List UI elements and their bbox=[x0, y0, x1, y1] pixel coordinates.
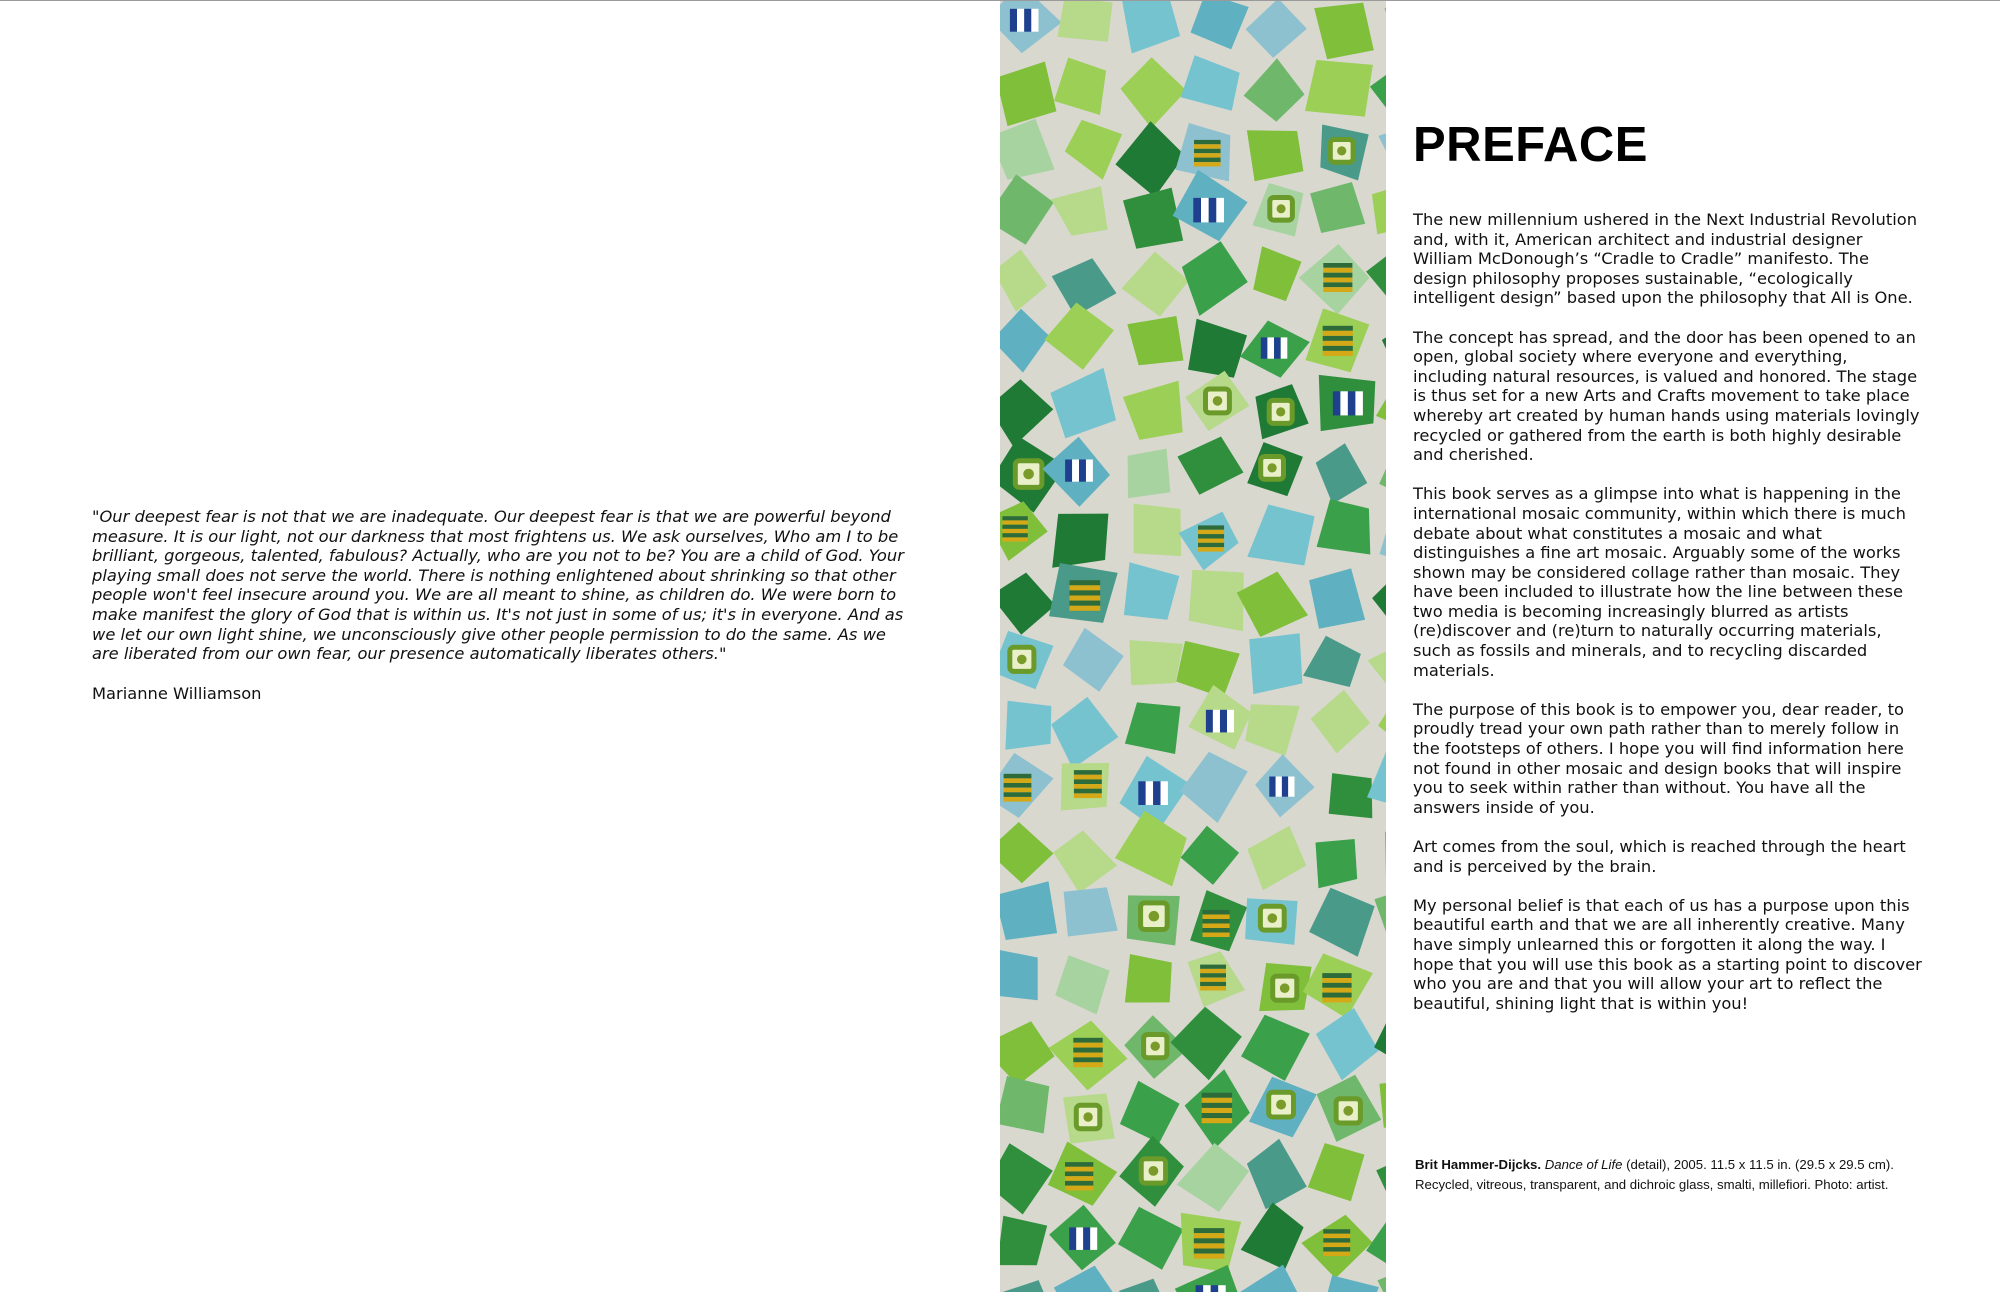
striped-tile-band bbox=[1213, 710, 1220, 733]
millefiori-center bbox=[1149, 1166, 1159, 1176]
dichroic-tile-band bbox=[1200, 978, 1226, 982]
mosaic-tile bbox=[1125, 954, 1172, 1002]
dichroic-tile-band bbox=[1202, 1113, 1232, 1118]
dichroic-tile-band bbox=[1323, 1234, 1350, 1239]
dichroic-tile-band bbox=[1323, 273, 1352, 278]
striped-tile-band bbox=[1196, 1285, 1204, 1292]
dichroic-tile-band bbox=[1200, 982, 1226, 986]
dichroic-tile-band bbox=[1323, 351, 1353, 356]
mosaic-tile bbox=[1000, 1076, 1049, 1134]
dichroic-tile-band bbox=[1203, 919, 1230, 924]
striped-tile-band bbox=[1086, 460, 1093, 482]
dichroic-tile-band bbox=[1002, 516, 1027, 520]
millefiori-center bbox=[1277, 204, 1286, 213]
dichroic-tile-band bbox=[1323, 287, 1352, 292]
mosaic-tile bbox=[1058, 1, 1113, 42]
striped-tile-band bbox=[1340, 391, 1348, 415]
dichroic-tile-band bbox=[1070, 580, 1101, 585]
preface-body bbox=[1413, 210, 1923, 1033]
dichroic-tile-band bbox=[1200, 969, 1226, 973]
preface-paragraph-3: This book serves as a glimpse into what is happening in the international mosaic community, within which there is much debate about what constitutes a mosaic and what distinguishes a fine art mosaic. Arguably some of the works shown may be considered collage rather than mosaic. They have been included to illustrate how the line between these two media is becoming increasingly blurred as artists (re)discover and (re)turn to naturally occurring materials, such as fossils and minerals, and to recycling discarded materials. bbox=[1413, 484, 1906, 680]
striped-tile-band bbox=[1348, 391, 1356, 415]
dichroic-tile-band bbox=[1004, 792, 1032, 797]
dichroic-tile-band bbox=[1074, 775, 1102, 780]
image-caption bbox=[1415, 1155, 1915, 1194]
striped-tile-band bbox=[1069, 1227, 1076, 1250]
dichroic-tile-band bbox=[1194, 1243, 1225, 1248]
dichroic-tile-band bbox=[1200, 986, 1226, 990]
striped-tile-band bbox=[1017, 9, 1024, 32]
dichroic-tile-band bbox=[1323, 346, 1353, 351]
striped-tile-band bbox=[1161, 781, 1168, 805]
dichroic-tile-band bbox=[1323, 282, 1352, 287]
dichroic-tile-band bbox=[1004, 778, 1032, 783]
caption-artist: Brit Hammer-Dijcks. bbox=[1415, 1157, 1542, 1172]
dichroic-tile-band bbox=[1074, 779, 1102, 784]
striped-tile-band bbox=[1276, 777, 1282, 797]
preface-paragraph-6: My personal belief is that each of us has a purpose upon this beautiful earth and that we are all inherently creative. Many have simply unlearned this or forgotten it along the way. I hope that you will use this book as a starting point to discover who you are and that you will allow your art to reflect the beautiful, shining light that is within you! bbox=[1413, 895, 1922, 1013]
dichroic-tile-band bbox=[1004, 774, 1032, 779]
striped-tile-band bbox=[1282, 777, 1288, 797]
left-page bbox=[0, 1, 1000, 1292]
dichroic-tile-band bbox=[1323, 1243, 1350, 1248]
millefiori-center bbox=[1151, 1042, 1160, 1051]
millefiori-center bbox=[1280, 983, 1290, 993]
striped-tile-band bbox=[1076, 1227, 1083, 1250]
dichroic-tile-band bbox=[1322, 988, 1351, 993]
dichroic-tile-band bbox=[1065, 1162, 1093, 1167]
dichroic-tile-band bbox=[1200, 973, 1226, 977]
epigraph-quote: "Our deepest fear is not that we are inadequate. Our deepest fear is that we are powerful beyond measure. It is our light, not our darkness that most frightens us. We ask ourselves, Who am I to be brilliant, gorgeous, talented, fabulous? Actually, who are you not to be? You are a child of God. Your playing small does not serve the world. There is nothing enlightened about shrinking so that other people won't feel insecure around you. We are all meant to shine, as children do. We were born to make manifest the glory of God that is within us. It's not just in some of us; it's in everyone. And as we let our own light shine, we unconsciously give other people permission to do the same. As we are liberated from our own fear, our presence automatically liberates others." bbox=[92, 507, 904, 664]
dichroic-tile-band bbox=[1002, 537, 1027, 541]
dichroic-tile-band bbox=[1322, 973, 1351, 978]
striped-tile-band bbox=[1218, 1285, 1226, 1292]
striped-tile-band bbox=[1024, 9, 1031, 32]
caption-work-title: Dance of Life bbox=[1544, 1157, 1623, 1172]
caption-details: (detail), 2005. 11.5 x 11.5 in. (29.5 x 29.5 cm). Recycled, vitreous, transparent, and dichroic glass, smalti, millefiori. Photo: artist. bbox=[1415, 1157, 1894, 1192]
striped-tile-band bbox=[1211, 1285, 1219, 1292]
millefiori-center bbox=[1149, 911, 1160, 922]
millefiori-center bbox=[1276, 407, 1285, 416]
striped-tile-band bbox=[1010, 9, 1017, 32]
dichroic-tile-band bbox=[1074, 770, 1102, 775]
dichroic-tile-band bbox=[1073, 1043, 1102, 1048]
dichroic-tile-band bbox=[1194, 1238, 1225, 1243]
dichroic-tile-band bbox=[1322, 983, 1351, 988]
dichroic-tile-band bbox=[1073, 1057, 1102, 1062]
dichroic-tile-band bbox=[1065, 1181, 1093, 1186]
dichroic-tile-band bbox=[1002, 520, 1027, 524]
dichroic-tile-band bbox=[1065, 1172, 1093, 1177]
dichroic-tile-band bbox=[1194, 158, 1221, 162]
dichroic-tile-band bbox=[1322, 998, 1351, 1003]
dichroic-tile-band bbox=[1322, 978, 1351, 983]
millefiori-center bbox=[1276, 1100, 1286, 1110]
dichroic-tile-band bbox=[1323, 1247, 1350, 1252]
striped-tile-band bbox=[1031, 9, 1038, 32]
dichroic-tile-band bbox=[1194, 149, 1221, 153]
dichroic-tile-band bbox=[1004, 788, 1032, 793]
striped-tile-band bbox=[1206, 710, 1213, 733]
dichroic-tile-band bbox=[1194, 140, 1221, 144]
millefiori-center bbox=[1017, 655, 1027, 665]
striped-tile-band bbox=[1079, 460, 1086, 482]
dichroic-tile-band bbox=[1070, 606, 1101, 611]
striped-tile-band bbox=[1274, 337, 1281, 358]
mosaic-tile bbox=[1329, 773, 1373, 818]
dichroic-tile-band bbox=[1198, 547, 1224, 551]
dichroic-tile-band bbox=[1194, 1249, 1225, 1254]
preface-paragraph-4: The purpose of this book is to empower you, dear reader, to proudly tread your own path rather than to merely follow in the footsteps of others. I hope you will find information here not found in other mosaic and design books that will inspire you to seek within rather than without. You have all the answers inside of you. bbox=[1413, 699, 1904, 817]
striped-tile-band bbox=[1138, 781, 1145, 805]
striped-tile-band bbox=[1288, 777, 1294, 797]
dichroic-tile-band bbox=[1065, 1167, 1093, 1172]
striped-tile-band bbox=[1281, 337, 1288, 358]
dichroic-tile-band bbox=[1203, 915, 1230, 920]
dichroic-tile-band bbox=[1073, 1053, 1102, 1058]
striped-tile-band bbox=[1146, 781, 1153, 805]
dichroic-tile-band bbox=[1070, 585, 1101, 590]
dichroic-tile-band bbox=[1202, 1118, 1232, 1123]
dichroic-tile-band bbox=[1074, 789, 1102, 794]
millefiori-center bbox=[1337, 146, 1346, 155]
dichroic-tile-band bbox=[1074, 784, 1102, 789]
dichroic-tile-band bbox=[1004, 797, 1032, 802]
mosaic-tile bbox=[1249, 633, 1302, 694]
striped-tile-band bbox=[1220, 710, 1227, 733]
dichroic-tile-band bbox=[1322, 993, 1351, 998]
dichroic-tile-band bbox=[1202, 1103, 1232, 1108]
dichroic-tile-band bbox=[1070, 596, 1101, 601]
dichroic-tile-band bbox=[1323, 268, 1352, 273]
dichroic-tile-band bbox=[1002, 529, 1027, 533]
striped-tile-band bbox=[1193, 198, 1201, 223]
striped-tile-band bbox=[1355, 391, 1363, 415]
epigraph bbox=[92, 507, 912, 703]
striped-tile-band bbox=[1153, 781, 1160, 805]
dichroic-tile-band bbox=[1202, 1098, 1232, 1103]
dichroic-tile-band bbox=[1323, 278, 1352, 283]
dichroic-tile-band bbox=[1002, 533, 1027, 537]
dichroic-tile-band bbox=[1203, 933, 1230, 938]
page-title: PREFACE bbox=[1413, 118, 1648, 172]
striped-tile-band bbox=[1261, 337, 1268, 358]
dichroic-tile-band bbox=[1194, 144, 1221, 148]
dichroic-tile-band bbox=[1194, 1233, 1225, 1238]
dichroic-tile-band bbox=[1004, 783, 1032, 788]
striped-tile-band bbox=[1333, 391, 1341, 415]
mosaic-tiles bbox=[1000, 1, 1386, 1292]
striped-tile-band bbox=[1072, 460, 1079, 482]
epigraph-author: Marianne Williamson bbox=[92, 683, 262, 703]
dichroic-tile-band bbox=[1073, 1038, 1102, 1043]
dichroic-tile-band bbox=[1074, 793, 1102, 798]
dichroic-tile-band bbox=[1073, 1062, 1102, 1067]
millefiori-center bbox=[1268, 913, 1278, 923]
preface-paragraph-5: Art comes from the soul, which is reached through the heart and is perceived by the brain. bbox=[1413, 837, 1906, 876]
mosaic-artwork-image bbox=[1000, 1, 1386, 1292]
dichroic-tile-band bbox=[1194, 153, 1221, 157]
striped-tile-band bbox=[1090, 1227, 1097, 1250]
millefiori-center bbox=[1083, 1112, 1092, 1121]
striped-tile-band bbox=[1267, 337, 1274, 358]
striped-tile-band bbox=[1209, 198, 1217, 223]
dichroic-tile-band bbox=[1194, 162, 1221, 166]
right-page bbox=[1413, 1, 1973, 1292]
dichroic-tile-band bbox=[1198, 543, 1224, 547]
dichroic-tile-band bbox=[1198, 539, 1224, 543]
mosaic-tile bbox=[1005, 701, 1051, 750]
striped-tile-band bbox=[1203, 1285, 1211, 1292]
mosaic-tile bbox=[1305, 60, 1373, 117]
preface-paragraph-2: The concept has spread, and the door has been opened to an open, global society where everyone and everything, including natural resources, is valued and honored. The stage is thus set for a new Arts and Crafts movement to take place whereby art created by human hands using materials lovingly recycled or gathered from the earth is both highly desirable and cherished. bbox=[1413, 327, 1920, 465]
mosaic-tile bbox=[1128, 449, 1171, 499]
dichroic-tile-band bbox=[1198, 530, 1224, 534]
striped-tile-band bbox=[1201, 198, 1209, 223]
dichroic-tile-band bbox=[1323, 1252, 1350, 1257]
dichroic-tile-band bbox=[1323, 263, 1352, 268]
striped-tile-band bbox=[1269, 777, 1275, 797]
dichroic-tile-band bbox=[1065, 1186, 1093, 1191]
mosaic-tile bbox=[1129, 640, 1183, 685]
dichroic-tile-band bbox=[1202, 1093, 1232, 1098]
dichroic-tile-band bbox=[1323, 336, 1353, 341]
dichroic-tile-band bbox=[1323, 1238, 1350, 1243]
striped-tile-band bbox=[1216, 198, 1224, 223]
striped-tile-band bbox=[1065, 460, 1072, 482]
dichroic-tile-band bbox=[1323, 341, 1353, 346]
mosaic-tile bbox=[1189, 570, 1244, 631]
dichroic-tile-band bbox=[1323, 1229, 1350, 1234]
dichroic-tile-band bbox=[1323, 326, 1353, 331]
mosaic-tile bbox=[1000, 950, 1038, 1001]
dichroic-tile-band bbox=[1070, 590, 1101, 595]
dichroic-tile-band bbox=[1198, 525, 1224, 529]
dichroic-tile-band bbox=[1073, 1048, 1102, 1053]
millefiori-center bbox=[1343, 1106, 1353, 1116]
dichroic-tile-band bbox=[1002, 525, 1027, 529]
preface-paragraph-1: The new millennium ushered in the Next Industrial Revolution and, with it, American architect and industrial designer William McDonough’s “Cradle to Cradle” manifesto. The design philosophy proposes sustainable, “ecologically intelligent design” based upon the philosophy that All is One. bbox=[1413, 210, 1918, 308]
dichroic-tile-band bbox=[1323, 331, 1353, 336]
dichroic-tile-band bbox=[1203, 924, 1230, 929]
striped-tile-band bbox=[1227, 710, 1234, 733]
millefiori-center bbox=[1268, 463, 1277, 472]
dichroic-tile-band bbox=[1203, 928, 1230, 933]
dichroic-tile-band bbox=[1194, 1228, 1225, 1233]
mosaic-tile bbox=[1052, 514, 1108, 568]
dichroic-tile-band bbox=[1198, 534, 1224, 538]
dichroic-tile-band bbox=[1065, 1176, 1093, 1181]
dichroic-tile-band bbox=[1202, 1108, 1232, 1113]
dichroic-tile-band bbox=[1070, 601, 1101, 606]
millefiori-center bbox=[1213, 396, 1223, 406]
millefiori-center bbox=[1023, 469, 1034, 480]
mosaic-tile bbox=[1134, 504, 1181, 556]
striped-tile-band bbox=[1083, 1227, 1090, 1250]
dichroic-tile-band bbox=[1194, 1254, 1225, 1259]
dichroic-tile-band bbox=[1203, 910, 1230, 915]
dichroic-tile-band bbox=[1200, 965, 1226, 969]
